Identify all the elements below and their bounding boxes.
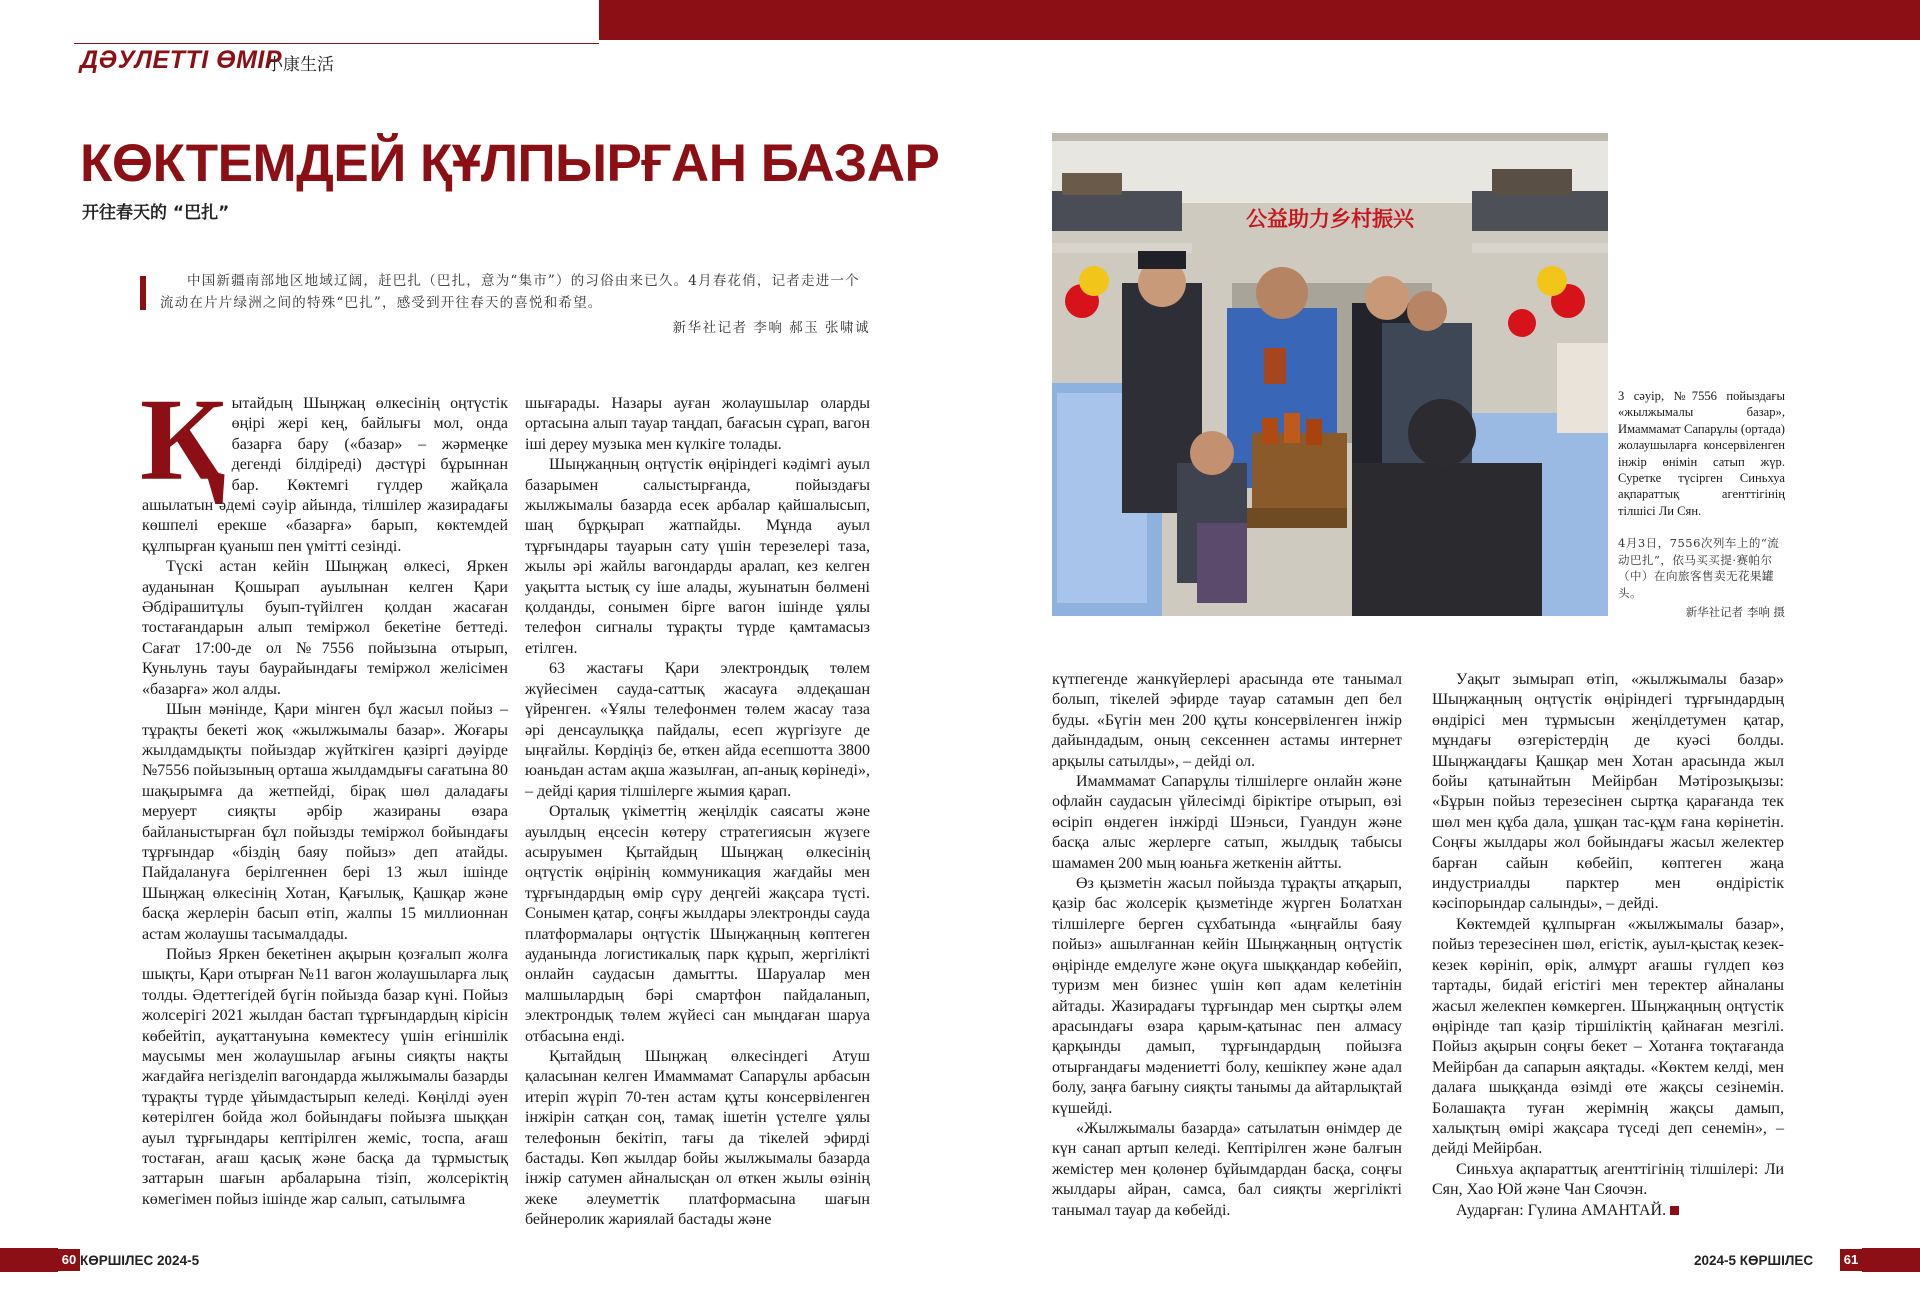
lead-paragraph-zh: 中国新疆南部地区地域辽阔，赶巴扎（巴扎，意为“集市”）的习俗由来已久。4月春花俏，记者走进一个流动在片片绿洲之间的特殊“巴扎”，感受到开往春天的喜悦和希望。 <box>160 273 860 311</box>
end-mark <box>1670 1206 1679 1215</box>
drop-cap: Қ <box>140 374 226 505</box>
paragraph: «Жылжымалы базарда» сатылатын өнімдер де күн санап артып келеді. Кептірілген және балғын жемістер мен қолөнер бұйымдардан басқа, соңғы жылдары айран, самса, бал сияқты жергілікті танымал тауар да көбейді. <box>1052 1119 1402 1219</box>
footer-bar-left <box>0 1248 58 1272</box>
article-photo <box>1052 133 1608 616</box>
paragraph: Өз қызметін жасыл пойызда тұрақты атқарып, қазір бас жолсерік қызметінде жүрген Болатхан тілшілерге берген сұхбатында «ыңғайлы баяу пойыз» ашылғаннан кейін Шыңжаңның оңтүстік өңірінде емделуге және оқуға шыққандар көбейіп, туризм мен бизнес үшін көп адам келетінін айтады. Жазирадағы тұрғындар мен сыртқы әлем арасындағы өзара қарым-қатынас пен алмасу қарқынды дамып, тұрғындардың пойызға отырғандағы мәдениетті болу, кешікпеу және адал болу, заңға бағыну сияқты танымы да айтарлықтай күшейді. <box>1052 875 1402 1117</box>
top-accent-bar <box>599 0 1920 40</box>
author-credit: Синьхуа ақпараттық агенттігінің тілшілері: Ли Сян, Хао Юй және Чан Сяочэн. <box>1432 1160 1784 1199</box>
train-market-photo-illustration <box>1052 133 1608 616</box>
lead-marker <box>140 276 146 310</box>
paragraph: Уақыт зымырап өтіп, «жылжымалы базар» Шыңжаңның оңтүстік өңіріндегі тұрғындардың өндірісі мен тұрмысын жеңілдетумен қатар, мұндағы өзгерістердің де куәсі болды. Шыңжаңдағы Қашқар мен Хотан арасында жыл бойы қатынайтын Мейірбан Мәтірозықызы: «Бұрын пойыз терезесінен сыртқа қарағанда тек шөл мен құба дала, ұшқан тас-құм ғана көрінетін. Соңғы жылдары жол бойындағы жасыл желектер барған сайын көбейіп, көптеген жаңа индустриалды парктер мен өндірістік кәсіпорындар салынды», – дейді. <box>1432 671 1784 913</box>
article-subtitle-zh: 开往春天的 “巴扎” <box>82 203 230 223</box>
article-title: КӨКТЕМДЕЙ ҚҰЛПЫРҒАН БАЗАР <box>80 134 940 193</box>
paragraph: Орталық үкіметтің жеңілдік саясаты және ауылдың еңсесін көтеру стратегиясын жүзеге асыруымен Қытайдың Шыңжаң өлкесінің оңтүстік өңірінің коммуникация жағдайы мен тұрғындардың өмір сүру деңгейі жақсара түсті. Сонымен қатар, соңғы жылдары электронды сауда платформалары оңтүстік Шыңжаңның көптеген ауданында логистикалық парк құрып, жергілікті онлайн саудасын дамытты. Шаруалар мен малшылардың бәрі смартфон пайдаланып, электрондық төлем жүйесі сан мыңдаған шаруа отбасына енді. <box>525 803 870 1045</box>
paragraph: Имаммамат Сапарұлы тілшілерге онлайн және офлайн саудасын үйлесімді біріктіре отырып, өзі өсіріп өндеген інжірді Шэньси, Гуандун және басқа алыс жерлерге сатып, жылдық табысы шамамен 200 мың юаньға жеткенін айтты. <box>1052 773 1402 872</box>
photo-caption-zh: 4月3日，7556次列车上的“流动巴扎”，依马买买提·赛帕尔（中）在向旅客售卖无花果罐头。 <box>1618 536 1780 600</box>
article-column-3 <box>1052 670 1402 1221</box>
translator-credit <box>1432 1201 1784 1221</box>
photo-caption: 3 сәуір, №7556 пойыздағы «жылжымалы базар», Имаммамат Сапарұлы (ортада) жолаушыларға консервіленген інжір өнімін сатып жүр. Суретке түсірген Синьхуа ақпараттық агенттігінің тілшісі Ли Сян. <box>1618 389 1785 518</box>
svg-text:公益助力乡村振兴: 公益助力乡村振兴 <box>1246 207 1414 231</box>
paragraph: күтпегенде жанкүйерлері арасында өте танымал болып, тікелей эфирде тауар сатамын деп бел буды. «Бүгін мен 200 құты консервіленген інжір дайындадым, оның сексеннен астамы интернет арқылы сатылды», – дейді ол. <box>1052 671 1402 770</box>
paragraph: Түскі астан кейін Шыңжаң өлкесі, Яркен ауданынан Қошырап ауылынан келген Қари Әбдірашитұлы буып-түйілген қолдан жасаған тостағандарын алып теміржол бекетіне беттеді. Сағат 17:00-де ол №7556 пойызына отырып, Куньлунь тауы баурайындағы теміржол желісімен «базарға» жол алды. <box>142 558 508 698</box>
footer-bar-right <box>1862 1248 1920 1272</box>
section-title-zh: 小康生活 <box>266 55 334 75</box>
photo-credit: 新华社记者 李响 摄 <box>1685 605 1785 619</box>
paragraph: Пойыз Яркен бекетінен ақырын қозғалып жолға шықты, Қари отырған №11 вагон жолаушыларға лық толды. Әдеттегідей бүгін пойызда базар күні. Пойыз жолсерігі 2021 жылдан бастап тұрғындардың кірісін көбейтіп, ауқаттануына көмектесу үшін егіншілік маусымы мен жолаушылар ағыны сияқты нақты жағдайға негізделіп вагондарда жылжымалы базарды тұрақты түрде ұйымдастырып келеді. Көңілді әуен көтерілген бойда жол бойындағы пойызға шыққан ауыл тұрғындары кептірілген жеміс, тоспа, ағаш тостаған, ағаш қасық және басқа да тұрмыстық заттарын шағын арбаларына тізіп, жолсеріктің көмегімен пойыз ішінде жар салып, сатылымға <box>142 945 508 1208</box>
paragraph: Шын мәнінде, Қари мінген бұл жасыл пойыз – тұрақты бекеті жоқ «жылжымалы базар». Жоғары жылдамдықты пойыздар жүйткіген қазіргі дәуірде №7556 пойызының орташа жылдамдығы сағатына 80 шақырымға да жетпейді, бірақ шөл даладағы меруерт сияқты әрбір жазираны өзара байланыстырған бұл пойызды теміржол бойындағы тұрғындар «біздің баяу пойыз» деп атайды. Пайдалануға берілгеннен бері 13 жыл ішінде Шыңжаң өлкесінің Хотан, Қағылық, Қашқар және басқа жерлерін басып өтіп, жалпы 15 миллионнан астам жолаушы тасымалдады. <box>142 701 508 943</box>
page-number-left: 60 <box>58 1249 80 1271</box>
lead-credit: 新华社记者 李响 郝玉 张啸诚 <box>672 320 870 336</box>
paragraph: Көктемдей құлпырған «жылжымалы базар», пойыз терезесінен шөл, егістік, ауыл-қыстақ кезек-кезек көрініп, өрік, алмұрт ағашы гүлдеп көз тартады, бидай егістігі мен теректер айналаны жасыл желекпен көмкерген. Шыңжаңның оңтүстік өңірінде тап қазір тіршіліктің қайнаған мезгілі. Пойыз ақырын соңғы бекет – Хотанға тоқтағанда Мейірбан да сапарын аяқтады. «Көктем келді, мен далаға шыққанда өзімді өте жақсы сезінемін. Болашақта туған жерімнің жақсы дамып, халықтың өмірі жақсара түседі деп сенемін», – дейді Мейірбан. <box>1432 915 1784 1158</box>
paragraph: Шыңжаңның оңтүстік өңіріндегі кәдімгі ауыл базарымен салыстырғанда, пойыздағы жылжымалы базарда есек арбалар қайшалысып, шаң бұрқырап жатпайды. Мұнда ауыл тұрғындары тауарын сату үшін терезелері таза, жылы әрі жайлы вагондарды аралап, кез келген уақытта ыстық су іше алады, жуынатын бөлмені қолданды, сонымен бірге вагон ішінде ұялы телефон сигналы тұрақты түрде қамтамасыз етілген. <box>525 456 870 657</box>
article-column-4 <box>1432 670 1784 1221</box>
footer-right-label: 2024-5 КӨРШІЛЕС <box>1694 1253 1814 1268</box>
article-column-2 <box>525 394 870 1231</box>
paragraph: Қытайдың Шыңжаң өлкесіндегі Атуш қаласынан келген Имаммамат Сапарұлы арбасын итеріп жүріп 70-тен астам құты консервіленген інжірін сатқан соң, тамақ ішетін үстелге ұялы телефонын бекітіп, тағы да тікелей эфирді бастады. Көп жылдар бойы жылжымалы базарда інжір сатумен айналысқан ол өткен жылы өзінің жеке әлеуметтік платформасына шағын бейнеролик жариялай бастады және <box>525 1048 870 1229</box>
header-rule <box>74 43 599 44</box>
paragraph: 63 жастағы Қари электрондық төлем жүйесімен сауда-саттық жасауға әлдеқашан үйренген. «Ұялы телефонмен төлем жасау таза әрі денсаулыққа пайдалы, есеп жүргізуге де ыңғайлы. Көрдіңіз бе, өткен айда есепшотта 3800 юаньдан астам ақша жазылған, ап-анық көрінеді», – дейді қария тілшілерге жымия қарап. <box>525 660 870 800</box>
translator-text: Аударған: Гүлина АМАНТАЙ. <box>1456 1201 1667 1219</box>
paragraph: ытайдың Шыңжаң өлкесінің оңтүстік өңірі жері кең, байлығы мол, онда базарға бару («базар» – жәрмеңке дегенді білдіреді) дәстүрі бұрыннан бар. Көктемгі гүлдер жайқала ашылатын әдемі сәуір айында, тілшілер жазирадағы көшпелі ерекше «базарға» барып, көктемдей құлпырған қуаныш пен үмітті сезінді. <box>142 395 508 555</box>
page-number-right: 61 <box>1840 1249 1862 1271</box>
paragraph: шығарады. Назары ауған жолаушылар оларды ортасына алып тауар таңдап, бағасын сұрап, вагон іші дереу музыка мен күлкіге толады. <box>525 395 870 453</box>
article-column-1 <box>140 374 508 1210</box>
footer-left-label: КӨРШІЛЕС 2024-5 <box>80 1253 200 1268</box>
section-title: ДӘУЛЕТТІ ӨМІР <box>80 46 283 74</box>
